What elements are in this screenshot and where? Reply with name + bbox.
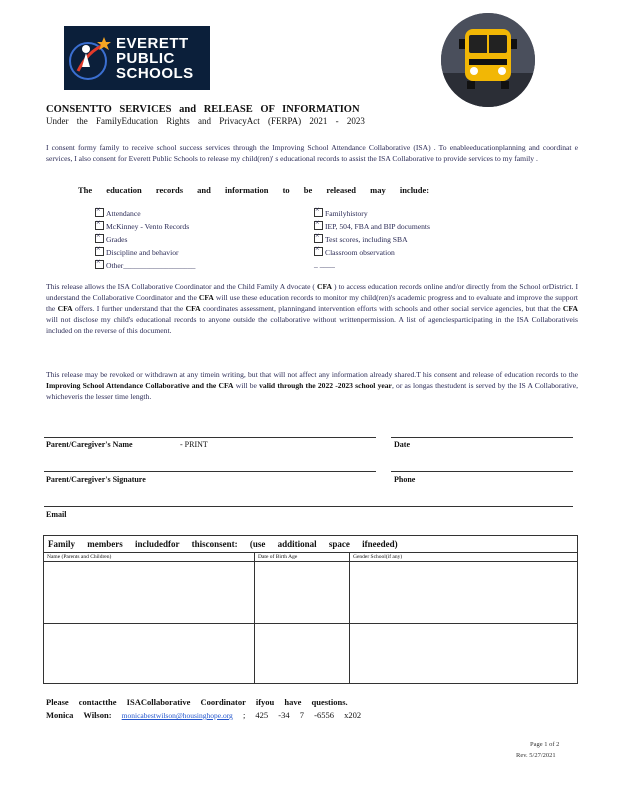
table-cell[interactable]: [350, 624, 578, 684]
email-label: Email: [46, 510, 67, 519]
date-label: Date: [394, 440, 410, 449]
table-cell[interactable]: [255, 624, 350, 684]
email-link[interactable]: monicabestwilson@housinghope.org: [121, 711, 233, 720]
page-subtitle: Under the FamilyEducation Rights and PrivacyAct (FERPA) 2021 - 2023: [46, 116, 365, 126]
page-title: CONSENTTO SERVICES and RELEASE OF INFORMATION: [46, 104, 360, 115]
revocation-paragraph: This release may be revoked or withdrawn at any timein writing, but that will not affect any information already shared.T his consent and release of education records to the Improving School Attendance Collaborative and the CFA will be valid through the 2022 -2023 school year, or as longas thestudent is served by the IS A Collaborative, whicheveris the lesser time length.: [46, 370, 578, 401]
other-tail: _ ____: [314, 260, 335, 269]
family-table-heading: Family members includedfor thisconsent: (use additional space ifneeded): [44, 536, 578, 553]
table-cell[interactable]: [350, 562, 578, 624]
logo-line-1: EVERETT: [116, 34, 189, 52]
table-cell[interactable]: [44, 562, 255, 624]
records-heading: The education records and information to be released may include:: [78, 185, 430, 195]
print-label: - PRINT: [180, 440, 208, 449]
contact-line: Please contactthe ISACollaborative Coordinator ifyou have questions.: [46, 697, 348, 707]
record-checkbox[interactable]: ×Test scores, including SBA: [314, 234, 430, 247]
table-cell[interactable]: [44, 624, 255, 684]
record-checkbox[interactable]: ×IEP, 504, FBA and BIP documents: [314, 221, 430, 234]
records-list-left: [95, 208, 195, 273]
district-logo: [64, 26, 210, 90]
table-cell[interactable]: [255, 562, 350, 624]
record-checkbox[interactable]: ×Familyhistory: [314, 208, 430, 221]
phone-label: Phone: [394, 475, 416, 484]
record-checkbox[interactable]: ×Other___________________: [95, 260, 195, 273]
signature-label: Parent/Caregiver's Signature: [46, 475, 146, 484]
records-list-right: [314, 208, 430, 273]
contact-details: Monica Wilson: monicabestwilson@housinghope.org ; 425 -34 7 -6556 x202: [46, 710, 362, 720]
revision-date: Rev. 5/27/2021: [516, 752, 556, 759]
family-members-table: [43, 535, 578, 684]
record-checkbox[interactable]: ×Classroom observation: [314, 247, 430, 260]
star-figure-icon: [68, 31, 116, 85]
record-checkbox[interactable]: ×Attendance: [95, 208, 195, 221]
release-paragraph: This release allows the ISA Collaborative Coordinator and the Child Family A dvocate ( CFA ) to access education records online and/or directly from the School orDistrict. I understand the Collaborative Coordinator and the CFA will use these education records to monitor my child(ren)'s academic progress and to evaluate and improve the support the CFA offers. I further understand that the CFA coordinates assessment, planningand intervention efforts with schools and other social service agencies, but that the CFA will not disclose my child's educational records to anyone outside the collaborative without writtenpermission. A list of agenciesparticipating in the ISA Collaborativeis included on the reverse of this document.: [46, 282, 579, 335]
column-gender: Gender School(if any): [350, 553, 578, 562]
school-bus-icon: [441, 13, 535, 107]
record-checkbox[interactable]: ×Grades: [95, 234, 195, 247]
page-number: Page 1 of 2: [530, 741, 560, 748]
record-checkbox[interactable]: ×McKinney - Vento Records: [95, 221, 195, 234]
parent-name-label: Parent/Caregiver's Name: [46, 440, 133, 449]
logo-line-2: PUBLIC: [116, 49, 175, 67]
column-dob: Date of Birth Age: [255, 553, 350, 562]
record-checkbox[interactable]: ×Discipline and behavior: [95, 247, 195, 260]
logo-line-3: SCHOOLS: [116, 64, 194, 82]
column-name: Name (Parents and Children): [44, 553, 255, 562]
consent-paragraph: I consent formy family to receive school success services through the Improving School Attendance Collaborative (ISA) . To enableeducationplanning and coordinat e services, I also consent for Everett Public Schools to release my child(ren)' s educational records to assist the ISA Collaborative to provide services to my family .: [46, 143, 578, 163]
